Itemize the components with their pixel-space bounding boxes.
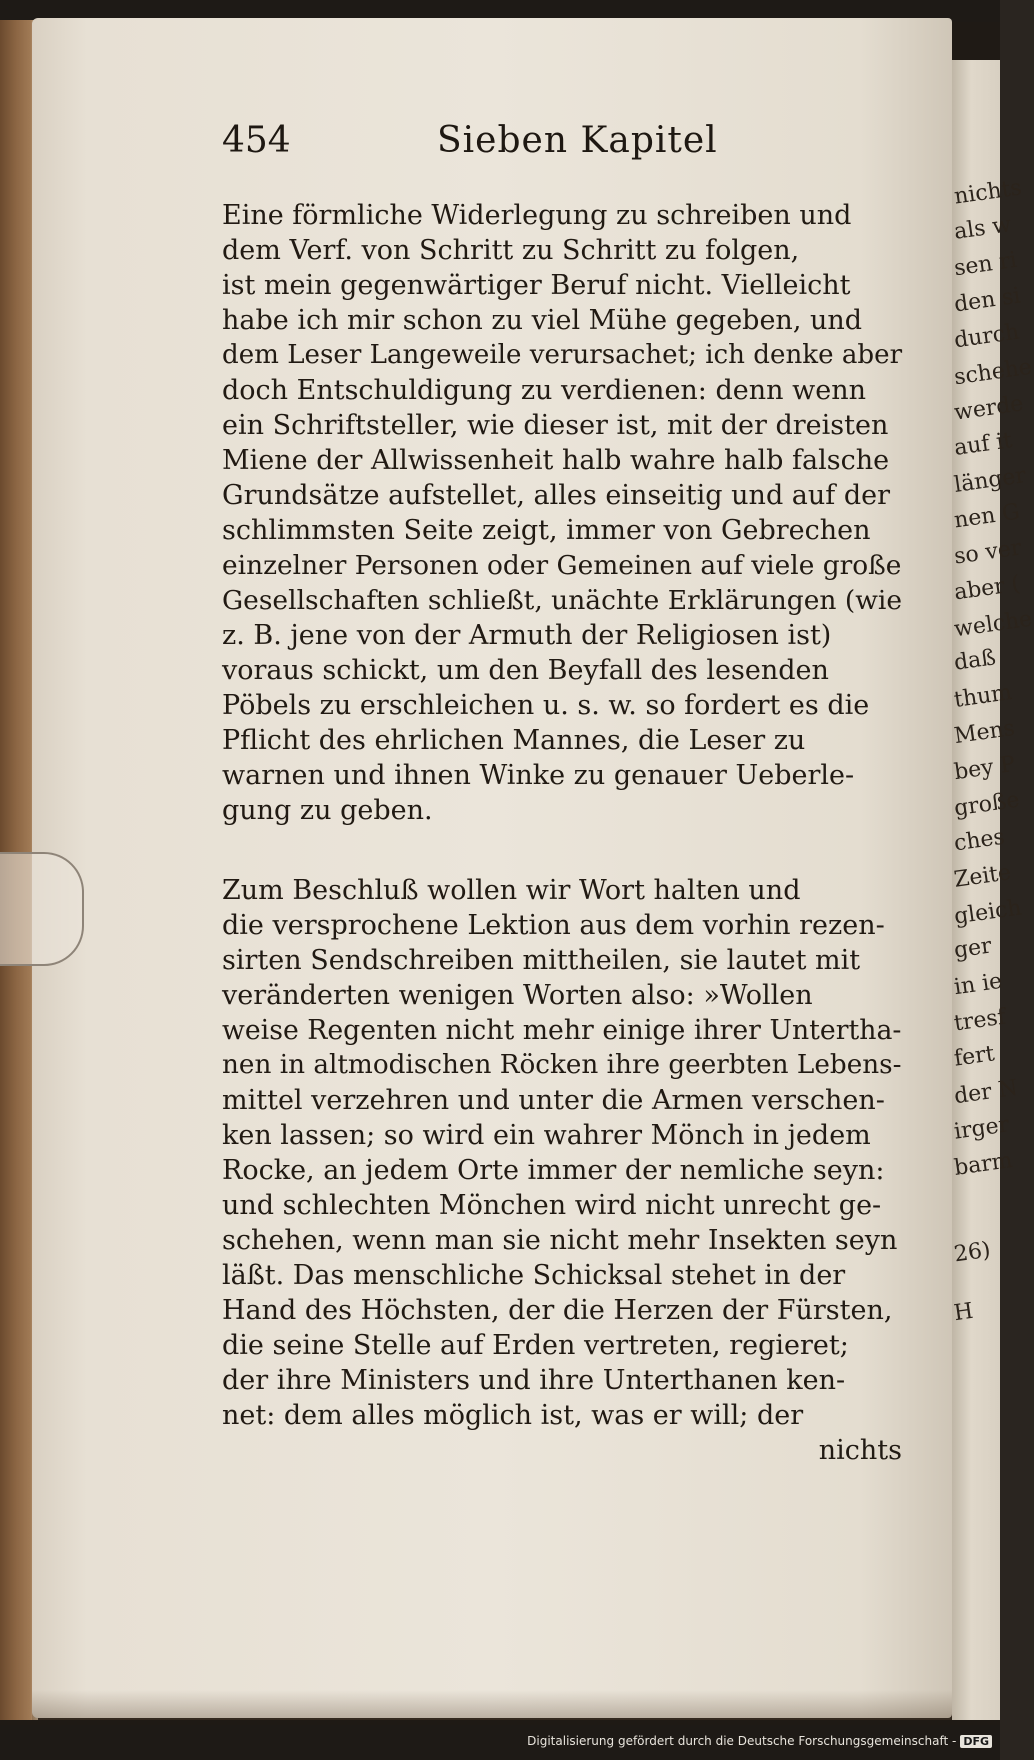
- text-line: z. B. jene von der Armuth der Religiosen ist): [222, 620, 832, 651]
- credit-text: Digitalisierung gefördert durch die Deutsche Forschungsgemeinschaft -: [527, 1734, 957, 1748]
- text-line: gung zu geben.: [222, 795, 433, 826]
- text-line: Grundsätze aufstellet, alles einseitig und auf der: [222, 480, 891, 511]
- adjacent-page-word: Zeite: [952, 860, 1013, 893]
- adjacent-page-word: H: [952, 1298, 975, 1327]
- adjacent-page-word: bey P: [952, 751, 1017, 786]
- text-line: doch Entschuldigung zu verdienen: denn wenn: [222, 375, 866, 406]
- adjacent-page-word: den si: [952, 283, 1023, 318]
- text-line: net: dem alles möglich ist, was er will; der: [222, 1400, 804, 1431]
- page-header: [222, 120, 922, 170]
- text-line: dem Verf. von Schritt zu Schritt zu folgen,: [222, 235, 800, 266]
- text-line: warnen und ihnen Winke zu genauer Ueberle-: [222, 760, 855, 791]
- adjacent-page-fragment: [952, 60, 1034, 1720]
- adjacent-page-word: daß: [952, 645, 998, 676]
- adjacent-page-word: ches: [952, 824, 1007, 857]
- text-line: Pöbels zu erschleichen u. s. w. so fordert es die: [222, 690, 870, 721]
- body-text: [222, 198, 902, 1468]
- text-line: voraus schickt, um den Beyfall des lesenden: [222, 655, 829, 686]
- adjacent-page-word: schehe: [952, 354, 1034, 391]
- text-line: Hand des Höchsten, der die Herzen der Fürsten,: [222, 1295, 893, 1326]
- text-line: Miene der Allwissenheit halb wahre halb falsche: [222, 445, 890, 476]
- adjacent-page-word: werde: [952, 391, 1025, 426]
- adjacent-page-word: auf it: [952, 428, 1014, 461]
- adjacent-page-word: 26): [952, 1237, 993, 1268]
- text-line: der ihre Ministers und ihre Unterthanen ken-: [222, 1365, 846, 1396]
- adjacent-page-word: nichts: [952, 175, 1024, 210]
- adjacent-page-word: thum: [952, 680, 1014, 713]
- adjacent-page-word: fert: [952, 1041, 997, 1072]
- adjacent-page-word: ger: [952, 933, 994, 964]
- text-line: habe ich mir schon zu viel Mühe gegeben, und: [222, 305, 863, 336]
- text-line: sirten Sendschreiben mittheilen, sie lautet mit: [222, 945, 861, 976]
- adjacent-page-word: durch: [952, 319, 1021, 354]
- text-line: weise Regenten nicht mehr einige ihrer Untertha-: [222, 1015, 902, 1046]
- text-line: schehen, wenn man sie nicht mehr Insekten seyn: [222, 1225, 898, 1256]
- adjacent-page-word: nen G: [952, 499, 1022, 534]
- paragraph-2: [222, 873, 902, 1433]
- text-line: einzelner Personen oder Gemeinen auf viele große: [222, 550, 902, 581]
- bookmark-tab: [0, 852, 84, 966]
- text-line: Pflicht des ehrlichen Mannes, die Leser zu: [222, 725, 806, 756]
- adjacent-page-word: Mens: [952, 715, 1017, 750]
- adjacent-page-word: sen ri: [952, 247, 1019, 282]
- text-line: läßt. Das menschliche Schicksal stehet in der: [222, 1260, 846, 1291]
- text-line: nen in altmodischen Röcken ihre geerbten Lebens-: [222, 1050, 902, 1080]
- digitization-credit: [527, 1734, 992, 1754]
- paragraph-break: [222, 828, 902, 873]
- text-line: Gesellschaften schließt, unächte Erklärungen (wie: [222, 585, 903, 616]
- page-number: 454: [222, 120, 291, 161]
- adjacent-page-word: gleich: [952, 895, 1024, 930]
- text-line: die versprochene Lektion aus dem vorhin rezen-: [222, 910, 885, 941]
- text-line: Rocke, an jedem Orte immer der nemliche seyn:: [222, 1155, 885, 1186]
- text-line: ken lassen; so wird ein wahrer Mönch in jedem: [222, 1120, 871, 1151]
- text-line: und schlechten Mönchen wird nicht unrecht ge-: [222, 1190, 882, 1221]
- dfg-logo: DFG: [960, 1735, 992, 1748]
- text-line: Zum Beschluß wollen wir Wort halten und: [222, 875, 801, 906]
- page-bottom-shadow: [32, 1690, 952, 1720]
- adjacent-page-word: barm: [952, 1148, 1015, 1181]
- adjacent-page-word: welche: [952, 606, 1034, 643]
- adjacent-page-word: so ver: [952, 535, 1023, 570]
- adjacent-page-word: der N: [952, 1075, 1020, 1110]
- text-line: dem Leser Langeweile verursachet; ich denke aber: [222, 340, 903, 370]
- adjacent-page-word: große: [952, 787, 1021, 822]
- catchword: nichts: [818, 1435, 902, 1466]
- text-line: ein Schriftsteller, wie dieser ist, mit der dreisten: [222, 410, 889, 441]
- adjacent-page-word: länger: [952, 463, 1028, 498]
- text-line: mittel verzehren und unter die Armen verschen-: [222, 1085, 885, 1116]
- text-line: veränderten wenigen Worten also: »Wollen: [222, 980, 813, 1011]
- text-line: Eine förmliche Widerlegung zu schreiben und: [222, 200, 852, 231]
- adjacent-page-word: als w: [952, 212, 1013, 245]
- adjacent-page-word: irger: [952, 1112, 1011, 1145]
- adjacent-page-word: aber (: [952, 571, 1022, 606]
- running-head: Sieben Kapitel: [437, 120, 718, 161]
- paragraph-1: [222, 198, 902, 828]
- text-line: ist mein gegenwärtiger Beruf nicht. Vielleicht: [222, 270, 851, 301]
- adjacent-page-word: tresf: [952, 1004, 1008, 1037]
- adjacent-page-word: in ie: [952, 968, 1004, 1001]
- text-line: schlimmsten Seite zeigt, immer von Gebrechen: [222, 515, 871, 546]
- text-line: die seine Stelle auf Erden vertreten, regieret;: [222, 1330, 849, 1361]
